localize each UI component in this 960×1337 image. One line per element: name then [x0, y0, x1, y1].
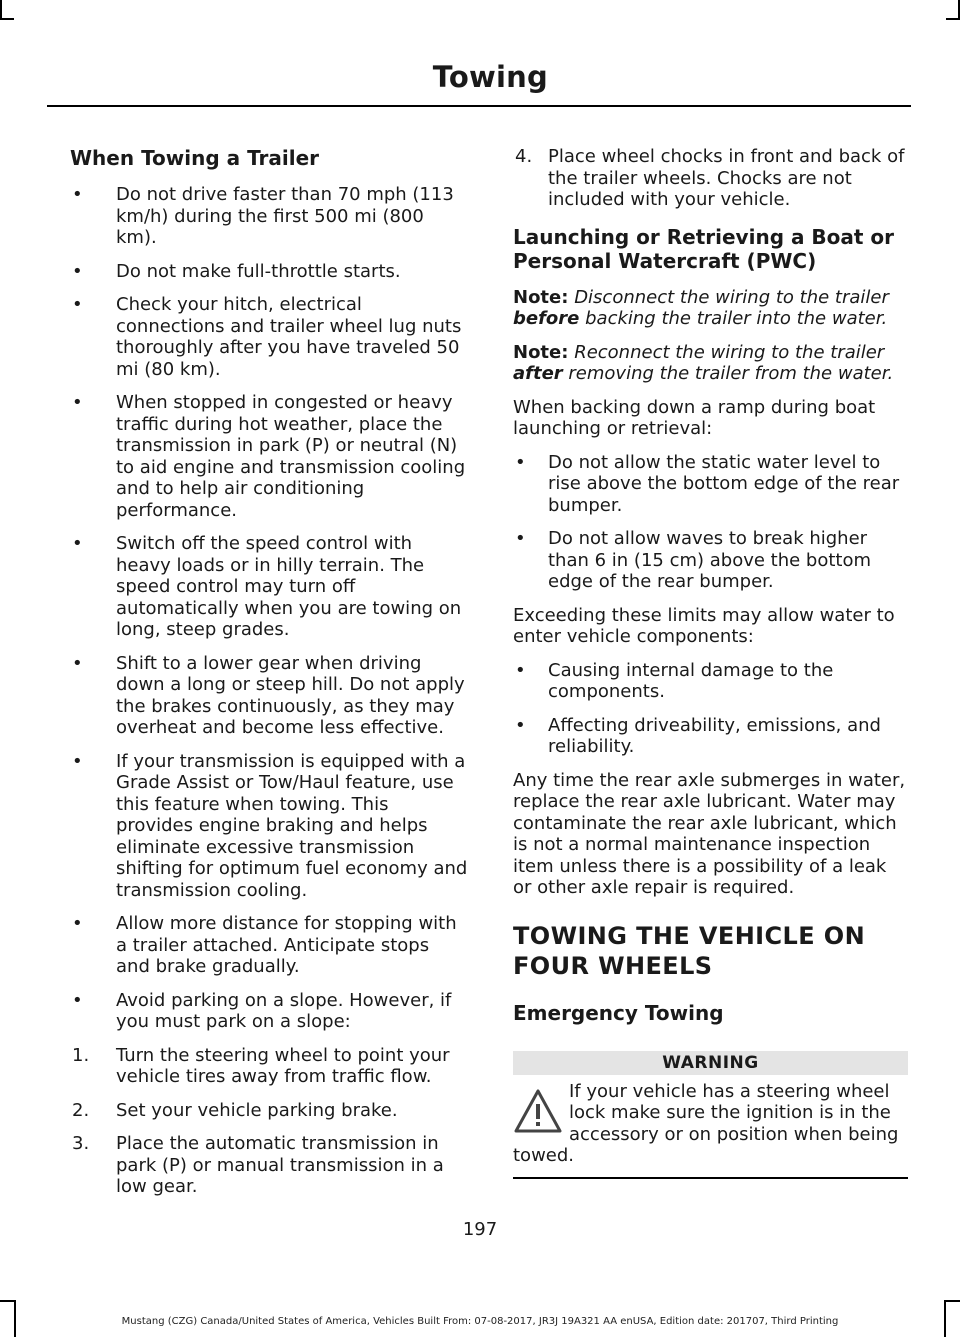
list-item [70, 294, 468, 380]
right-column [513, 146, 908, 1179]
crop-mark [0, 1300, 14, 1302]
step-number: 2. [72, 1099, 90, 1121]
crop-mark [946, 18, 960, 20]
bullet-list [513, 452, 908, 593]
list-item [70, 533, 468, 641]
numbered-step [70, 1133, 468, 1198]
paragraph: When backing down a ramp during boat launching or retrieval: [513, 396, 876, 439]
crop-mark [0, 18, 14, 20]
bullet-mark: • [72, 750, 83, 772]
crop-mark [0, 0, 2, 18]
section-title-line: FOUR WHEELS [513, 951, 713, 980]
bullet-mark: • [515, 714, 526, 736]
list-item-text: Do not make full-throttle starts. [116, 260, 401, 282]
bullet-mark: • [72, 392, 83, 413]
list-item-text: Do not allow the static water level to rise above the bottom edge of the rear bumper. [548, 451, 900, 516]
subheading: Emergency Towing [513, 1000, 724, 1025]
list-item-text: Shift to a lower gear when driving down a long or steep hill. Do not apply the brakes continuously, as they may overheat and become less effective. [116, 652, 465, 738]
step-text: Place wheel chocks in front and back of the trailer wheels. Chocks are not included with your vehicle. [548, 146, 905, 210]
list-item [70, 261, 468, 283]
section-title-line: TOWING THE VEHICLE ON [513, 921, 866, 950]
numbered-step [513, 146, 908, 211]
bullet-mark: • [72, 913, 83, 934]
list-item [70, 913, 468, 978]
note-label: Note: [513, 286, 569, 308]
list-item-text: Causing internal damage to the components. [548, 659, 834, 702]
paragraph: Any time the rear axle submerges in water, replace the rear axle lubricant. Water may contaminate the rear axle lubricant, which is not a normal maintenance inspection item unless there is a possibility of a leak or other axle repair is required. [513, 769, 906, 898]
left-column [70, 146, 468, 1210]
list-item-text: Do not drive faster than 70 mph (113 km/h) during the first 500 mi (800 km). [116, 184, 454, 248]
note-emphasis: before [513, 308, 580, 329]
note-text: Disconnect the wiring to the trailer [574, 286, 889, 308]
list-item [513, 528, 908, 593]
list-item-text: Avoid parking on a slope. However, if you must park on a slope: [116, 989, 452, 1032]
numbered-list [513, 146, 908, 211]
bullet-mark: • [72, 294, 83, 315]
section-heading: Launching or Retrieving a Boat or Personal Watercraft (PWC) [513, 224, 895, 273]
list-item-text: Affecting driveability, emissions, and reliability. [548, 714, 881, 757]
note [513, 342, 908, 385]
numbered-step [70, 1100, 468, 1122]
note-emphasis: after [513, 363, 563, 384]
note-text: backing the trailer into the water. [585, 308, 888, 329]
list-item-text: Check your hitch, electrical connections and trailer wheel lug nuts thoroughly after you have traveled 50 mi (80 km). [116, 294, 462, 380]
step-number: 4. [515, 146, 533, 167]
note [513, 287, 908, 330]
warning-triangle-icon [513, 1087, 563, 1137]
numbered-step [70, 1045, 468, 1088]
bullet-mark: • [515, 528, 526, 549]
section-title [513, 921, 908, 981]
paragraph: Exceeding these limits may allow water to enter vehicle components: [513, 604, 895, 647]
bullet-mark: • [72, 652, 83, 674]
header-rule [47, 105, 911, 107]
note-text: removing the trailer from the water. [568, 363, 894, 384]
crop-mark [946, 1300, 960, 1302]
list-item [513, 660, 908, 703]
bullet-mark: • [515, 451, 526, 473]
bullet-mark: • [72, 184, 83, 205]
bullet-list [513, 660, 908, 758]
step-number: 1. [72, 1044, 90, 1066]
bullet-mark: • [515, 659, 526, 681]
bullet-mark: • [72, 989, 83, 1011]
list-item [70, 392, 468, 521]
list-item-text: Do not allow waves to break higher than 6 in (15 cm) above the bottom edge of the rear bumper. [548, 528, 872, 592]
bullet-list [70, 184, 468, 1033]
list-item [513, 452, 908, 517]
warning-label: WARNING [662, 1052, 759, 1073]
warning-block [513, 1081, 908, 1167]
warning-rule [513, 1177, 908, 1179]
warning-label-bar [513, 1051, 908, 1075]
list-item-text: Switch off the speed control with heavy loads or in hilly terrain. The speed control may turn off automatically when you are towing on long, steep grades. [116, 533, 462, 640]
list-item [70, 184, 468, 249]
step-number: 3. [72, 1133, 90, 1154]
section-heading: When Towing a Trailer [70, 146, 320, 170]
page-number: 197 [462, 1219, 498, 1240]
step-text: Set your vehicle parking brake. [116, 1099, 398, 1121]
list-item [513, 715, 908, 758]
list-item [70, 990, 468, 1033]
page-footer: Mustang (CZG) Canada/United States of America, Vehicles Built From: 07-08-2017, JR3J 19A321 AA enUSA, Edition date: 201707, Third Printing [121, 1316, 839, 1327]
list-item [70, 653, 468, 739]
bullet-mark: • [72, 533, 83, 554]
numbered-list [70, 1045, 468, 1198]
note-text: Reconnect the wiring to the trailer [574, 341, 885, 363]
step-text: Place the automatic transmission in park (P) or manual transmission in a low gear. [116, 1133, 444, 1197]
note-label: Note: [513, 341, 569, 363]
page-header-title: Towing [432, 60, 548, 94]
list-item-text: If your transmission is equipped with a Grade Assist or Tow/Haul feature, use this feature when towing. This provides engine braking and helps eliminate excessive transmission shifting for optimum fuel economy and transmission cooling. [116, 750, 468, 901]
list-item-text: Allow more distance for stopping with a trailer attached. Anticipate stops and brake gradually. [116, 913, 457, 977]
list-item-text: When stopped in congested or heavy traffic during hot weather, place the transmission in park (P) or neutral (N) to aid engine and transmission cooling and to help air conditioning performance. [116, 392, 466, 521]
list-item [70, 751, 468, 902]
bullet-mark: • [72, 260, 83, 282]
step-text: Turn the steering wheel to point your vehicle tires away from traffic flow. [116, 1044, 450, 1087]
warning-text: If your vehicle has a steering wheel lock make sure the ignition is in the accessory or on position when being towed. [513, 1080, 899, 1166]
